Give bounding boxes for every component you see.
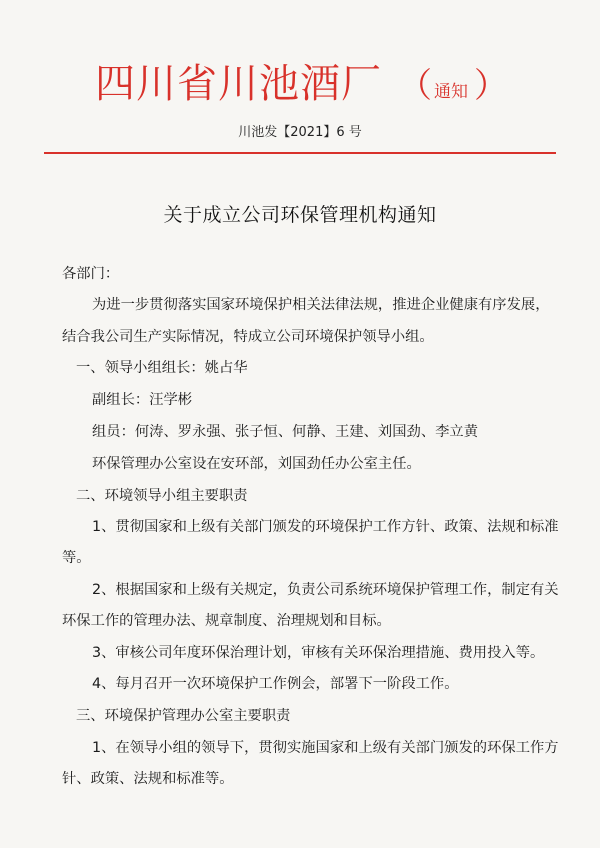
document-title: 关于成立公司环保管理机构通知 [163, 204, 437, 226]
section-3-heading: 三、环境保护管理办公室主要职责 [76, 708, 291, 724]
intro-line-1: 为进一步贯彻落实国家环境保护相关法律法规，推进企业健康有序发展， [92, 297, 550, 313]
document-number: 川池发【2021】6 号 [238, 125, 362, 140]
group-members: 组员：何涛、罗永强、张子恒、何静、王建、刘国劲、李立黄 [92, 424, 479, 440]
paren-close: ） [474, 66, 508, 106]
office-note: 环保管理办公室设在安环部，刘国劲任办公室主任。 [92, 456, 421, 472]
section-1-heading: 一、领导小组组长：姚占华 [76, 360, 248, 376]
duty-2-2-line-2: 环保工作的管理办法、规章制度、治理规划和目标。 [62, 613, 391, 629]
duty-2-1-line-2: 等。 [62, 550, 91, 566]
duty-2-1-line-1: 1、贯彻国家和上级有关部门颁发的环境保护工作方针、政策、法规和标准 [92, 519, 559, 535]
intro-line-2: 结合我公司生产实际情况，特成立公司环境保护领导小组。 [62, 329, 434, 345]
duty-3-1-line-1: 1、在领导小组的领导下，贯彻实施国家和上级有关部门颁发的环保工作方 [92, 740, 559, 756]
org-name: 四川省川池酒厂 [95, 61, 382, 107]
salutation: 各部门： [62, 266, 120, 282]
red-divider [44, 152, 556, 154]
paren-open: （ [398, 66, 432, 106]
deputy-leader: 副组长：汪学彬 [92, 392, 193, 408]
duty-2-3: 3、审核公司年度环保治理计划，审核有关环保治理措施、费用投入等。 [92, 645, 545, 661]
duty-3-1-line-2: 针、政策、法规和标准等。 [62, 771, 234, 787]
letterhead [95, 52, 508, 112]
duty-2-4: 4、每月召开一次环境保护工作例会，部署下一阶段工作。 [92, 676, 459, 692]
notice-tag: 通知 [434, 82, 468, 102]
section-2-heading: 二、环境领导小组主要职责 [76, 488, 248, 504]
duty-2-2-line-1: 2、根据国家和上级有关规定，负责公司系统环境保护管理工作，制定有关 [92, 582, 559, 598]
